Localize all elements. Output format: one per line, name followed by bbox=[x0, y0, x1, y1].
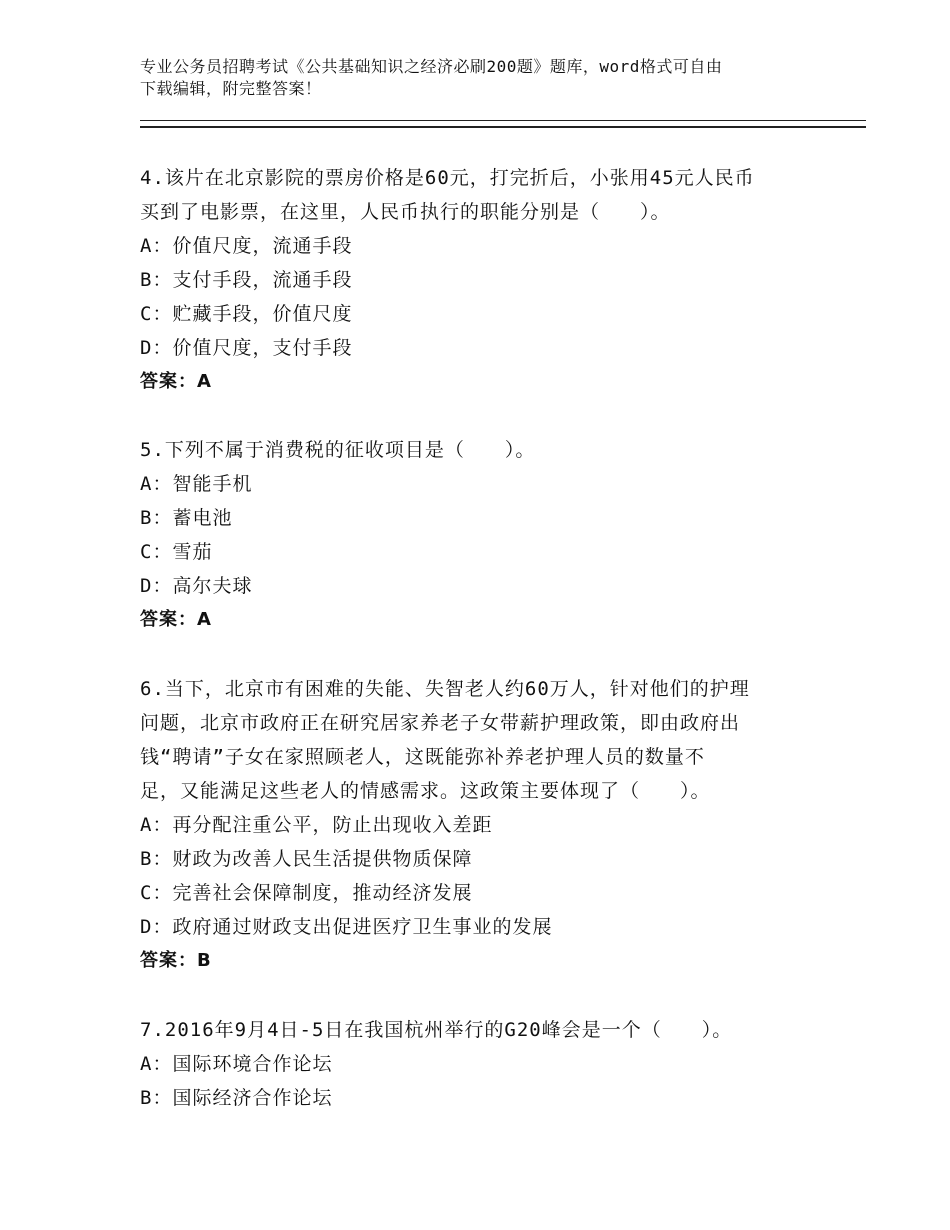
option-c: C：雪茄 bbox=[140, 541, 213, 563]
document-header bbox=[140, 56, 830, 100]
option-c: C：完善社会保障制度，推动经济发展 bbox=[140, 882, 473, 904]
option-d: D：高尔夫球 bbox=[140, 575, 253, 597]
option-c: C：贮藏手段，价值尺度 bbox=[140, 303, 353, 325]
header-line-2: 下载编辑，附完整答案！ bbox=[140, 79, 322, 98]
option-b: B：国际经济合作论坛 bbox=[140, 1087, 333, 1109]
question-text: 4.该片在北京影院的票房价格是60元，打完折后，小张用45元人民币 买到了电影票，在这里，人民币执行的职能分别是（ ）。 bbox=[140, 167, 755, 223]
question-4 bbox=[140, 161, 830, 399]
option-d: D：价值尺度，支付手段 bbox=[140, 337, 353, 359]
option-b: B：支付手段，流通手段 bbox=[140, 269, 353, 291]
question-text: 7.2016年9月4日-5日在我国杭州举行的G20峰会是一个（ ）。 bbox=[140, 1019, 733, 1041]
option-a: A：国际环境合作论坛 bbox=[140, 1053, 333, 1075]
header-divider bbox=[140, 120, 866, 128]
question-text: 5.下列不属于消费税的征收项目是（ ）。 bbox=[140, 439, 536, 461]
answer-label: 答案：A bbox=[140, 371, 212, 392]
option-a: A：价值尺度，流通手段 bbox=[140, 235, 353, 257]
option-a: A：再分配注重公平，防止出现收入差距 bbox=[140, 814, 493, 836]
question-text: 6.当下，北京市有困难的失能、失智老人约60万人，针对他们的护理 问题，北京市政府正在研究居家养老子女带薪护理政策，即由政府出 钱“聘请”子女在家照顾老人，这既能弥补养老护理人员的数量不 足，又能满足这些老人的情感需求。这政策主要体现了（ ）。 bbox=[140, 678, 750, 802]
option-b: B：蓄电池 bbox=[140, 507, 233, 529]
option-b: B：财政为改善人民生活提供物质保障 bbox=[140, 848, 473, 870]
option-a: A：智能手机 bbox=[140, 473, 253, 495]
header-line-1: 专业公务员招聘考试《公共基础知识之经济必刷200题》题库，word格式可自由 bbox=[140, 57, 723, 76]
answer-label: 答案：B bbox=[140, 950, 212, 971]
option-d: D：政府通过财政支出促进医疗卫生事业的发展 bbox=[140, 916, 553, 938]
question-6 bbox=[140, 672, 830, 978]
question-7 bbox=[140, 1013, 830, 1115]
question-5 bbox=[140, 433, 830, 637]
answer-label: 答案：A bbox=[140, 609, 212, 630]
